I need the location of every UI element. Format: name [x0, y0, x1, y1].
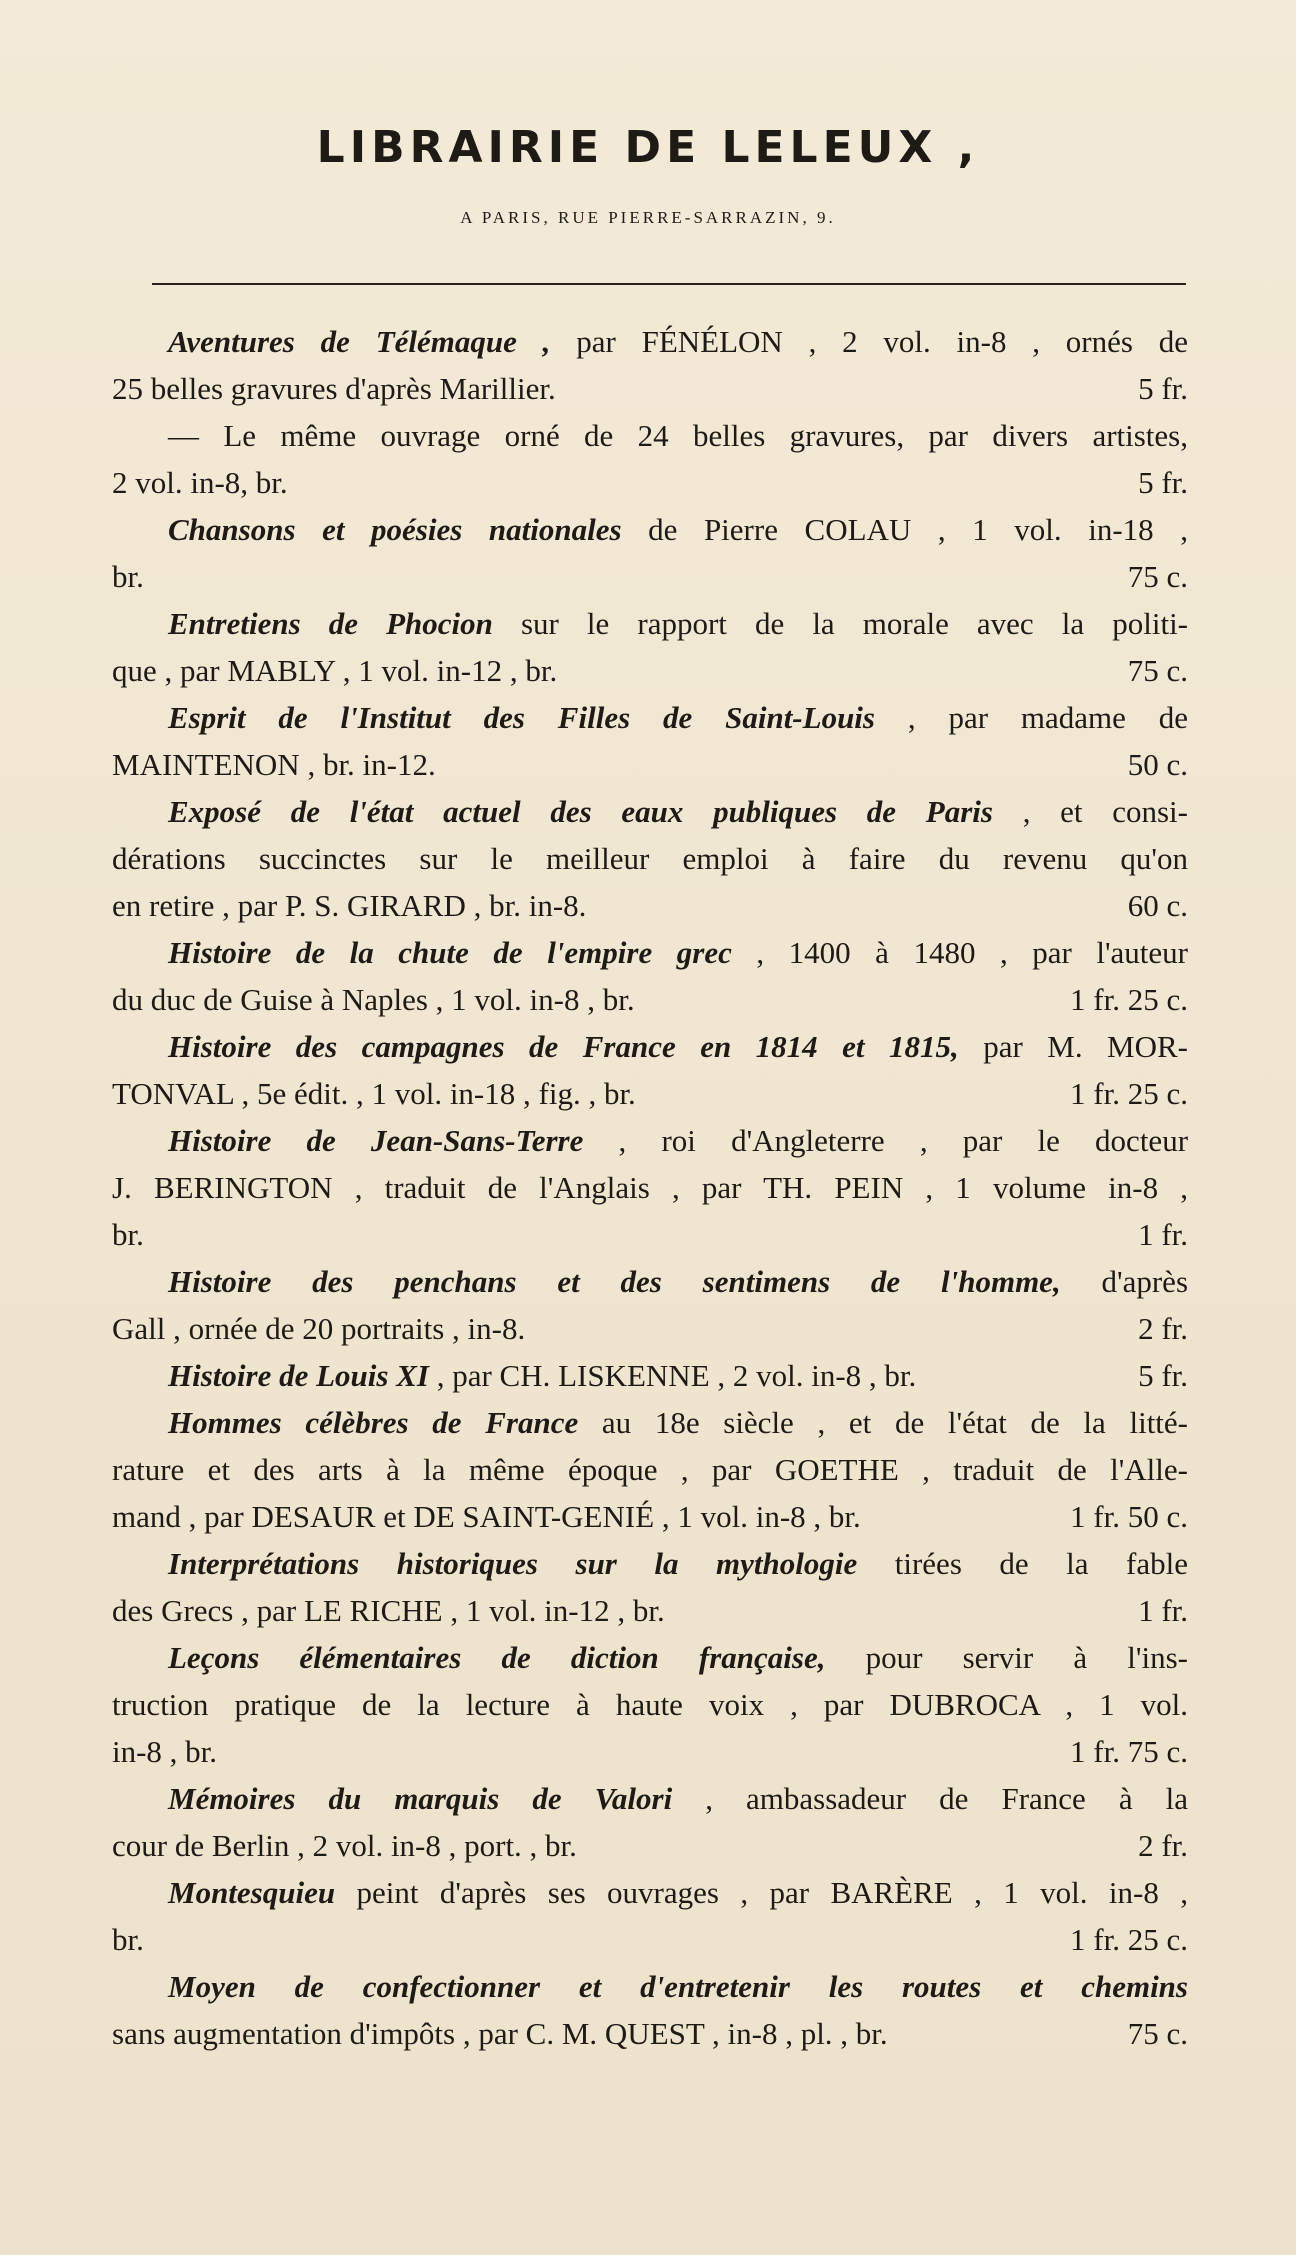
- entry-text: sans augmentation d'impôts , par C. M. QUEST , in-8 , pl. , br.: [112, 2016, 888, 2051]
- entry-price: 50 c.: [1127, 747, 1188, 782]
- entry-title: Aventures de Télémaque ,: [168, 324, 551, 359]
- catalog-entry: [112, 1023, 1188, 1117]
- entry-text: pour servir à l'ins-: [865, 1640, 1188, 1675]
- entry-text: au 18e siècle , et de l'état de la litté-: [601, 1405, 1189, 1440]
- entry-title: Histoire de Jean-Sans-Terre: [168, 1123, 584, 1158]
- entry-continuation-line: [112, 835, 1188, 882]
- entry-text: dérations succinctes sur le meilleur emploi à faire du revenu qu'on: [112, 841, 1188, 876]
- entry-text: 2 vol. in-8, br.: [112, 465, 288, 500]
- entry-title: Exposé de l'état actuel des eaux publiques de Paris: [168, 794, 993, 829]
- entry-first-line: [112, 1540, 1188, 1587]
- entry-first-line: [112, 506, 1188, 553]
- entry-price: 5 fr.: [1138, 371, 1188, 406]
- entry-text: des Grecs , par LE RICHE , 1 vol. in-12 , br.: [112, 1593, 665, 1628]
- entry-price: 2 fr.: [1138, 1311, 1188, 1346]
- catalog-entry: [112, 694, 1188, 788]
- entry-continuation-line: [112, 553, 1188, 600]
- entry-title: Mémoires du marquis de Valori: [168, 1781, 673, 1816]
- entry-price: 75 c.: [1127, 2016, 1188, 2051]
- entry-text: d'après: [1101, 1264, 1189, 1299]
- entry-title: Histoire de la chute de l'empire grec: [168, 935, 732, 970]
- entry-continuation-line: [112, 1916, 1188, 1963]
- entry-first-line: [112, 1352, 1188, 1399]
- entry-first-line: [112, 1399, 1188, 1446]
- entry-title: Histoire de Louis XI: [168, 1358, 429, 1393]
- entry-title: Leçons élémentaires de diction française,: [168, 1640, 826, 1675]
- catalog-list: [112, 318, 1188, 2057]
- entry-text: que , par MABLY , 1 vol. in-12 , br.: [112, 653, 558, 688]
- entry-title: Entretiens de Phocion: [168, 606, 493, 641]
- catalog-entry: [112, 1775, 1188, 1869]
- catalog-entry: [112, 1258, 1188, 1352]
- entry-price: 1 fr. 25 c.: [1070, 982, 1188, 1017]
- entry-price: 1 fr.: [1138, 1217, 1188, 1252]
- entry-text: TONVAL , 5e édit. , 1 vol. in-18 , fig. , br.: [112, 1076, 636, 1111]
- catalog-entry: [112, 412, 1188, 506]
- catalog-entry: [112, 1117, 1188, 1258]
- catalog-entry: [112, 1540, 1188, 1634]
- entry-price: 1 fr. 25 c.: [1070, 1076, 1188, 1111]
- catalog-entry: [112, 318, 1188, 412]
- entry-title: Histoire des penchans et des sentimens de l'homme,: [168, 1264, 1061, 1299]
- entry-price: 1 fr. 75 c.: [1070, 1734, 1188, 1769]
- entry-continuation-line: [112, 1681, 1188, 1728]
- entry-text: , ambassadeur de France à la: [705, 1781, 1189, 1816]
- entry-first-line: [112, 788, 1188, 835]
- entry-first-line: [112, 412, 1188, 459]
- entry-continuation-line: [112, 1211, 1188, 1258]
- entry-price: 2 fr.: [1138, 1828, 1188, 1863]
- entry-text: de Pierre COLAU , 1 vol. in-18 ,: [648, 512, 1188, 547]
- entry-first-line: [112, 929, 1188, 976]
- entry-continuation-line: [112, 2010, 1188, 2057]
- catalog-entry: [112, 1869, 1188, 1963]
- entry-text: , roi d'Angleterre , par le docteur: [618, 1123, 1189, 1158]
- entry-price: 1 fr. 50 c.: [1070, 1499, 1188, 1534]
- entry-continuation-line: [112, 459, 1188, 506]
- entry-text: , et consi-: [1022, 794, 1188, 829]
- entry-title: Histoire des campagnes de France en 1814 et 1815,: [168, 1029, 959, 1064]
- entry-price: 75 c.: [1127, 653, 1188, 688]
- entry-text: en retire , par P. S. GIRARD , br. in-8.: [112, 888, 587, 923]
- entry-text: truction pratique de la lecture à haute voix , par DUBROCA , 1 vol.: [112, 1687, 1188, 1722]
- entry-continuation-line: [112, 1822, 1188, 1869]
- entry-first-line: [112, 1869, 1188, 1916]
- entry-first-line: [112, 318, 1188, 365]
- entry-text: mand , par DESAUR et DE SAINT-GENIÉ , 1 vol. in-8 , br.: [112, 1499, 861, 1534]
- entry-price: 75 c.: [1127, 559, 1188, 594]
- entry-first-line: [112, 1634, 1188, 1681]
- entry-text: , par CH. LISKENNE , 2 vol. in-8 , br.: [436, 1358, 917, 1393]
- entry-text: peint d'après ses ouvrages , par BARÈRE , 1 vol. in-8 ,: [356, 1875, 1188, 1910]
- entry-continuation-line: [112, 741, 1188, 788]
- entry-price: 1 fr. 25 c.: [1070, 1922, 1188, 1957]
- entry-first-line: [112, 1023, 1188, 1070]
- entry-text: du duc de Guise à Naples , 1 vol. in-8 , br.: [112, 982, 635, 1017]
- entry-price: 5 fr.: [1138, 465, 1188, 500]
- entry-continuation-line: [112, 882, 1188, 929]
- entry-continuation-line: [112, 1070, 1188, 1117]
- entry-text: in-8 , br.: [112, 1734, 218, 1769]
- entry-title: Chansons et poésies nationales: [168, 512, 622, 547]
- entry-text: sur le rapport de la morale avec la politi-: [520, 606, 1189, 641]
- page-title: LIBRAIRIE DE LELEUX ,: [316, 122, 980, 173]
- catalog-entry: [112, 1399, 1188, 1540]
- entry-continuation-line: [112, 1587, 1188, 1634]
- entry-text: — Le même ouvrage orné de 24 belles gravures, par divers artistes,: [168, 418, 1188, 453]
- entry-continuation-line: [112, 1164, 1188, 1211]
- entry-first-line: [112, 1963, 1188, 2010]
- entry-text: br.: [112, 559, 144, 594]
- entry-text: par M. MOR-: [983, 1029, 1188, 1064]
- entry-text: cour de Berlin , 2 vol. in-8 , port. , br.: [112, 1828, 577, 1863]
- entry-title: Moyen de confectionner et d'entretenir les routes et chemins: [168, 1969, 1188, 2004]
- entry-price: 1 fr.: [1138, 1593, 1188, 1628]
- entry-title: Hommes célèbres de France: [168, 1405, 579, 1440]
- entry-title: Montesquieu: [168, 1875, 336, 1910]
- entry-text: MAINTENON , br. in-12.: [112, 747, 436, 782]
- entry-first-line: [112, 694, 1188, 741]
- entry-price: 5 fr.: [1138, 1358, 1188, 1393]
- entry-title: Esprit de l'Institut des Filles de Saint-Louis: [168, 700, 875, 735]
- entry-first-line: [112, 1258, 1188, 1305]
- entry-text: , par madame de: [907, 700, 1188, 735]
- entry-text: J. BERINGTON , traduit de l'Anglais , par TH. PEIN , 1 volume in-8 ,: [112, 1170, 1188, 1205]
- entry-text: par FÉNÉLON , 2 vol. in-8 , ornés de: [576, 324, 1188, 359]
- catalog-entry: [112, 1963, 1188, 2057]
- entry-first-line: [112, 600, 1188, 647]
- catalog-entry: [112, 1634, 1188, 1775]
- entry-text: 25 belles gravures d'après Marillier.: [112, 371, 556, 406]
- entry-continuation-line: [112, 1728, 1188, 1775]
- entry-continuation-line: [112, 647, 1188, 694]
- entry-text: , 1400 à 1480 , par l'auteur: [756, 935, 1189, 970]
- entry-continuation-line: [112, 1493, 1188, 1540]
- entry-continuation-line: [112, 365, 1188, 412]
- entry-continuation-line: [112, 976, 1188, 1023]
- catalog-entry: [112, 1352, 1188, 1399]
- entry-text: rature et des arts à la même époque , par GOETHE , traduit de l'Alle-: [112, 1452, 1188, 1487]
- entry-text: br.: [112, 1922, 144, 1957]
- entry-continuation-line: [112, 1446, 1188, 1493]
- catalog-entry: [112, 600, 1188, 694]
- entry-continuation-line: [112, 1305, 1188, 1352]
- catalog-entry: [112, 788, 1188, 929]
- entry-price: 60 c.: [1127, 888, 1188, 923]
- header-divider: [152, 283, 1186, 285]
- entry-text: br.: [112, 1217, 144, 1252]
- entry-first-line: [112, 1117, 1188, 1164]
- entry-first-line: [112, 1775, 1188, 1822]
- entry-title: Interprétations historiques sur la mythologie: [168, 1546, 858, 1581]
- entry-text: Gall , ornée de 20 portraits , in-8.: [112, 1311, 526, 1346]
- catalog-entry: [112, 929, 1188, 1023]
- publisher-address: A PARIS, RUE PIERRE-SARRAZIN, 9.: [460, 208, 836, 227]
- catalog-entry: [112, 506, 1188, 600]
- entry-text: tirées de la fable: [894, 1546, 1189, 1581]
